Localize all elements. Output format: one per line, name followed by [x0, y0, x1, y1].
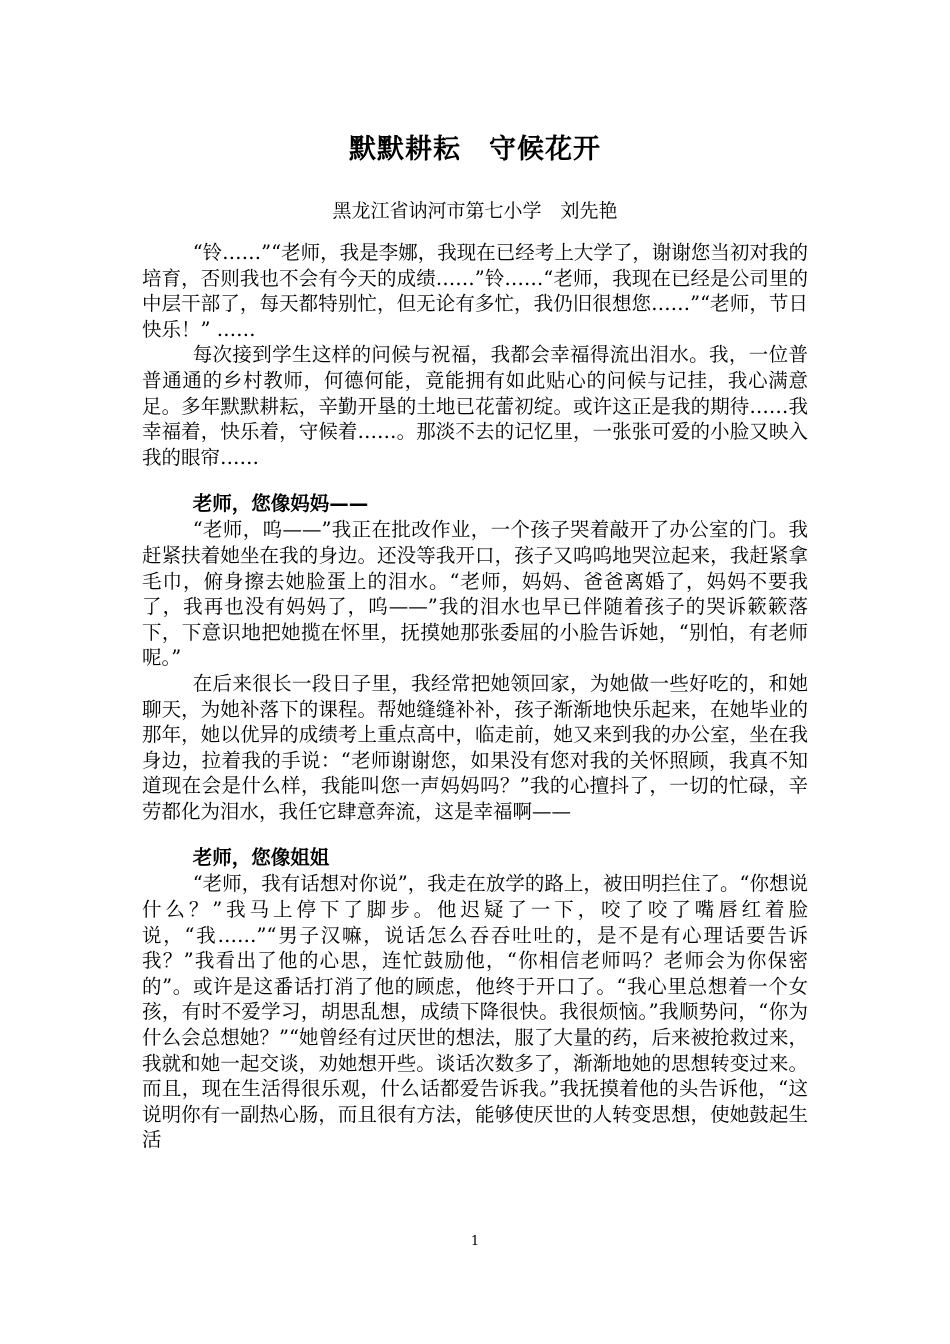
paragraph-mother-story: “老师，呜——”我正在批改作业，一个孩子哭着敲开了办公室的门。我赶紧扶着她坐在我的身边。还没等我开口，孩子又呜呜地哭泣起来，我赶紧拿毛巾，俯身擦去她脸蛋上的泪水。“老师，妈妈、爸爸离婚了，妈妈不要我了，我再也没有妈妈了，呜——”我的泪水也早已伴随着孩子的哭诉簌簌落下，下意识地把她揽在怀里，抚摸她那张委屈的小脸告诉她，“别怕，有老师呢。” [142, 518, 808, 670]
page-number: 1 [470, 1234, 480, 1249]
paragraph-intro-phone-calls: “铃……”“老师，我是李娜，我现在已经考上大学了，谢谢您当初对我的培育，否则我也不会有今天的成绩……”铃……“老师，我现在已经是公司里的中层干部了，每天都特别忙，但无论有多忙，我仍旧很想您……”“老师，节日快乐！” …… [142, 241, 808, 341]
paragraph-intro-reflection: 每次接到学生这样的问候与祝福，我都会幸福得流出泪水。我，一位普普通通的乡村教师，何德何能，竟能拥有如此贴心的问候与记挂，我心满意足。多年默默耕耘，辛勤开垦的土地已花蕾初绽。或许这正是我的期待……我幸福着，快乐着，守候着……。那淡不去的记忆里，一张张可爱的小脸又映入我的眼帘…… [142, 343, 808, 469]
document-body [142, 240, 808, 1153]
section-heading-mother: 老师，您像妈妈—— [192, 492, 369, 516]
paragraph-mother-aftermath: 在后来很长一段日子里，我经常把她领回家，为她做一些好吃的，和她聊天，为她补落下的课程。帮她缝缝补补，孩子渐渐地快乐起来，在她毕业的那年，她以优异的成绩考上重点高中，临走前，她又来到我的办公室，坐在我身边，拉着我的手说：“老师谢谢您，如果没有您对我的关怀照顾，我真不知道现在会是什么样，我能叫您一声妈妈吗？”我的心擅抖了，一切的忙碌，辛劳都化为泪水，我任它肆意奔流，这是幸福啊—— [142, 671, 808, 823]
paragraph-sister-story: “老师，我有话想对你说”，我走在放学的路上，被田明拦住了。“你想说什么？”我马上停下了脚步。他迟疑了一下，咬了咬了嘴唇红着脸说，“我……”“男子汉嘛，说话怎么吞吞吐吐的，是不是有心理话要告诉我？”我看出了他的心思，连忙鼓励他，“你相信老师吗？老师会为你保密的”。或许是这番话打消了他的顾虑，他终于开口了。“我心里总想着一个女孩，有时不爱学习，胡思乱想，成绩下降很快。我很烦恼。”我顺势问，“你为什么会总想她？”“她曾经有过厌世的想法，服了大量的药，后来被抢救过来，我就和她一起交谈，劝她想开些。谈话次数多了，渐渐地她的思想转变过来。而且，现在生活得很乐观，什么话都爱告诉我。”我抚摸着他的头告诉他，“这说明你有一副热心肠，而且很有方法，能够使厌世的人转变思想，使她鼓起生活 [142, 872, 808, 1152]
document-title: 默默耕耘 守候花开 [349, 134, 601, 165]
section-heading-sister: 老师，您像姐姐 [192, 846, 330, 870]
author-line: 黑龙江省讷河市第七小学 刘先艳 [332, 200, 618, 222]
